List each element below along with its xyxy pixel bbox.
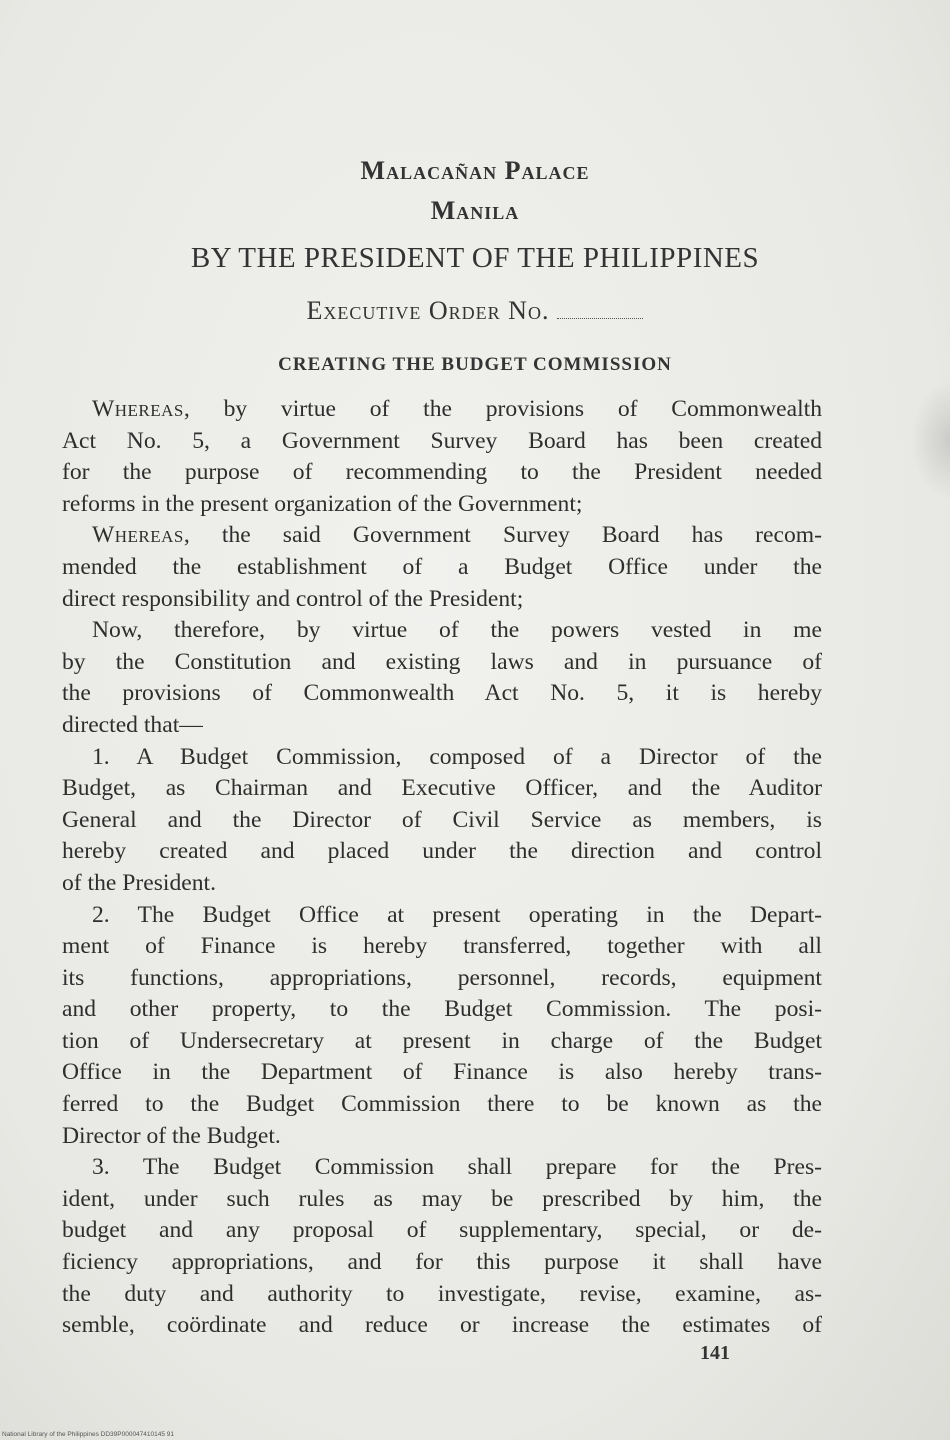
order-body [62, 394, 822, 1342]
body-line: the provisions of Commonwealth Act No. 5, it is hereby [62, 680, 822, 707]
city-heading: Manila [430, 196, 520, 225]
body-line: ficiency appropriations, and for this purpose it shall have [62, 1249, 822, 1276]
order-label: Executive Order No. [306, 296, 550, 325]
body-line: ident, under such rules as may be prescribed by him, the [62, 1185, 822, 1212]
whereas-1: Whereas [92, 396, 184, 422]
body-line: tion of Undersecretary at present in charge of the Budget [62, 1027, 822, 1054]
body-line: Act No. 5, a Government Survey Board has been created [62, 427, 822, 454]
body-line: ferred to the Budget Commission there to be known as the [62, 1091, 822, 1118]
order-title: CREATING THE BUDGET COMMISSION [278, 354, 672, 375]
body-line: directed that— [62, 711, 203, 738]
body-line: for the purpose of recommending to the President needed [62, 459, 822, 486]
body-line: of the President. [62, 869, 216, 896]
body-line: Now, therefore, by virtue of the powers vested in me [92, 617, 822, 644]
body-line: 1. A Budget Commission, composed of a Director of the [92, 743, 822, 770]
body-line: Director of the Budget. [62, 1122, 281, 1149]
body-line: ment of Finance is hereby transferred, together with all [62, 933, 822, 960]
body-line: the duty and authority to investigate, revise, examine, as- [62, 1280, 822, 1307]
body-line: 3. The Budget Commission shall prepare for the Pres- [92, 1154, 822, 1181]
line-text: , the said Government Survey Board has recom- [183, 522, 822, 549]
body-line [62, 520, 822, 552]
authority-heading: BY THE PRESIDENT OF THE PHILIPPINES [190, 242, 760, 274]
order-number-blank [557, 312, 643, 319]
palace-heading: Malacañan Palace [360, 156, 590, 185]
body-line: its functions, appropriations, personnel, records, equipment [62, 964, 822, 991]
library-credit: National Library of the Philippines DD39P000047410145 91 [2, 1431, 175, 1438]
body-line [62, 394, 822, 426]
body-line: budget and any proposal of supplementary, special, or de- [62, 1217, 822, 1244]
body-line: and other property, to the Budget Commission. The posi- [62, 996, 822, 1023]
body-line: Office in the Department of Finance is also hereby trans- [62, 1059, 822, 1086]
page-number: 141 [700, 1342, 730, 1364]
scan-shadow [910, 380, 950, 500]
whereas-2: Whereas [92, 522, 184, 549]
body-line: hereby created and placed under the direction and control [62, 838, 822, 865]
body-line: semble, coördinate and reduce or increase the estimates of [62, 1312, 822, 1339]
body-line: Budget, as Chairman and Executive Officer, and the Auditor [62, 775, 822, 802]
body-line: by the Constitution and existing laws and in pursuance of [62, 648, 822, 675]
order-heading [0, 296, 950, 326]
body-line: direct responsibility and control of the President; [62, 585, 524, 612]
line-text: , by virtue of the provisions of Commonwealth [183, 396, 822, 422]
body-line: reforms in the present organization of the Government; [62, 490, 583, 517]
body-line: General and the Director of Civil Service as members, is [62, 806, 822, 833]
body-line: mended the establishment of a Budget Office under the [62, 553, 822, 580]
body-line: 2. The Budget Office at present operating in the Depart- [92, 901, 822, 928]
